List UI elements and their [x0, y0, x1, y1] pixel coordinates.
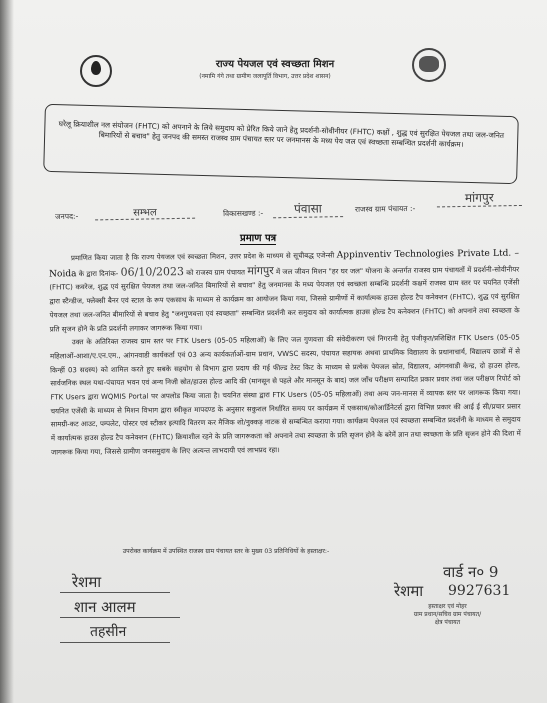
header-subtitle: (नमामि गंगे तथा ग्रामीण जलापूर्ति विभाग, उत्तर प्रदेश शासन) — [199, 73, 331, 80]
village-name: मांगपुर — [247, 263, 274, 278]
signature-1: रेशमा — [72, 573, 102, 591]
signature-3: तहसीन — [90, 624, 127, 640]
certificate-title: प्रमाण पत्र — [240, 230, 276, 245]
representatives-note: उपरोक्त कार्यक्रम में उपस्थित राजस्व ग्राम पंचायत स्तर के मुख्य 03 प्रतिनिधियों के हस्ताक्षर:- — [122, 548, 330, 555]
caption-line-2: ग्राम प्रधान/सचिव ग्राम पंचायत/ — [413, 611, 482, 618]
banner-text: घरेलू क्रियाशील नल संयोजन (FHTC) को अपनाने के लिये समुदाय को प्रेरित किये जाने हेतु प्रदर्शनी-सोवीनीयर (FHTC) कक्षों , शुद्ध एवं सुरक्षित पेयजल तथा जल-जनित बिमारियों से बचाव" हेतु जनपद की समस्त राजस्व ग्राम पंचायत स्तर पर जनमानस के मध्य पेय जल एवं स्वच्छता सम्बन्धित प्रदर्शनी कार्यक्रम। — [58, 119, 505, 149]
program-banner — [43, 104, 519, 184]
signature-line-3 — [60, 642, 170, 643]
caption-line-3: क्षेत्र पंचायत — [434, 619, 461, 626]
paragraph-1 — [49, 248, 520, 337]
signature-2: शान आलम — [74, 598, 136, 616]
district-label: जनपद:- — [54, 211, 79, 222]
event-date: 06/10/2023 — [120, 264, 185, 279]
paragraph-2: उक्त के अतिरिक्त राजस्व ग्राम स्तर पर FTK Users (05-05 महिलाओं) के लिए जल गुणवत्ता की संवेदीकरण एवं निगरानी हेतु पंजीकृत/प्रशिक्षित FTK Users (05-05 महिलाओं-आशा/ए.एन.एम., आंगनवाडी कार्यकर्ता एवं 03 अन्य कार्यकर्ताओं-ग्राम प्रधान, VWSC सदस्य, पंचायत सहायक अथवा प्राथमिक विद्यालय के प्रधानाचार्य, विद्यालय छात्रों में से किन्हीं 03 सदस्य) को शामिल करते हुए सबके सहयोग से विभाग द्वारा प्रदाय की गई फील्ड टेस्ट किट के माध्यम से प्रत्येक पेयजल स्रोत, विद्यालय, आंगनवाडी केन्द्र, दो हाउस होल्ड, सार्वजनिक स्थल यथा-पंचायत भवन एवं अन्य निजी स्रोत/हाउस होल्ड आदि की (मानसून से पहले और मानसून के बाद) जल जाँच परीक्षण सम्पादित प्रकार प्रवार तथा जल परीक्षण रिपोर्ट को FTK Users द्वारा WQMIS Portal पर अपलोड किया जाता है। चयनित संस्था द्वारा FTK Users (05-05 महिलाओं) तथा अन्य जन-मानस में व्यापक स्तर पर जागरूक किया गया। चयनित एजेंसी के माध्यम से मिशन विभाग द्वारा स्वीकृत मापदण्ड के अनुसार सकुशल निर्धारित समय पर कार्यक्रम में एकसाथ/कोआर्डिनेटर्स द्वारा विभिन्न प्रकार की आई ई सी/प्रचार प्रसार सामग्री-कट आउट, पम्पलेट, पोस्टर एवं स्टीकर इत्यादि वितरण कर मैजिक शो/नुक्कड़ नाटक से सम्बन्धित कराया गया। कार्यक्रम पेयजल एवं स्वच्छता सम्बन्धित प्रदर्शनी के माध्यम से समुदाय में कार्यात्मक हाउस होल्ड टैप कनेक्शन (FHTC) क्रियाशील रहने के प्रति जागरूकता को अपनाने तथा स्वच्छता के प्रति सृजन होने के बरेमें ज्ञान तथा स्वच्छता के प्रति सृजन होने की दिशा में जागरूक किया गया, जिससे ग्रामीण जनसमुदाय के लिए अत्यन्त लाभदायी एवं लाभप्रद रहा। — [49, 333, 521, 457]
p1-body: में जल जीवन मिशन "हर घर जल" योजना के अन्तर्गत राजस्व ग्राम पंचायतों में प्रदर्शनी-सोवीनीयर (FHTC) कवरेज, शुद्ध एवं सुरक्षित पेयजल तथा जल-जनित बिमारियों से बचाव" हेतु जनमानस के मध्य पेयजल एवं स्वच्छता सम्बन्धि प्रदर्शनी कक्षमें राजस्व ग्राम स्तर पर चयनित एजेंसी द्वारा स्टैन्डीज, फ्लेक्सी बैनर एवं स्टाल के रूप एकसाथ के माध्यम से कार्यक्रम का आयोजन किया गया, जिससे ग्रामीणों में कार्यात्मक हाउस होल्ड टैप कनेक्शन (FHTC), शुद्ध एवं सुरक्षित पेयजल तथा जल-जनित बीमारियों से बचाव हेतु "जनगुणवत्ता एवं स्वच्छता" सम्बन्धित प्रदर्शनी कर समुदाय को कार्यात्मक हाउस होल्ड टैप कनेक्शन (FHTC) को अपनाने तथा स्वच्छता के प्रति सृजन होने के प्रति प्रदर्शनी लगाकर जागरूक किया गया। — [49, 265, 520, 333]
panchayat-value: मांगपुर — [437, 188, 522, 207]
p1-panchayat-label: को राजस्व ग्राम पंचायत — [186, 268, 246, 277]
block-value: पंवासा — [273, 199, 343, 218]
state-emblem-logo-icon — [412, 48, 446, 82]
ward-number: वार्ड न० 9 — [443, 563, 499, 581]
page-shadow — [0, 0, 14, 703]
p1-date-label: के द्वारा दिनांक- — [78, 269, 119, 278]
block-label: विकासखण्ड :- — [222, 208, 264, 219]
water-drop-logo-icon — [80, 55, 112, 87]
signature-caption — [390, 603, 505, 627]
caption-line-1: हस्ताक्षर एवं मोहर — [428, 603, 467, 610]
p1-intro: प्रमाणित किया जाता है कि राज्य पेयजल एवं स्वच्छता मिशन, उत्तर प्रदेश के माध्यम से सूचीबद्ध एजेन्सी — [70, 251, 335, 263]
district-value: सम्भल — [95, 204, 195, 221]
panchayat-label: राजस्व ग्राम पंचायत :- — [354, 203, 416, 214]
certificate-body — [49, 248, 521, 460]
header-title: राज्य पेयजल एवं स्वच्छता मिशन — [215, 59, 335, 70]
signature-line-1 — [60, 592, 170, 593]
pradhan-signature: रेशमा — [394, 582, 424, 600]
signature-line-2 — [60, 617, 180, 618]
phone-number: 9927631 — [448, 583, 511, 599]
location-row — [54, 190, 525, 228]
agency-name: Appinventiv Technologies Private Ltd. – Noida — [49, 248, 519, 280]
